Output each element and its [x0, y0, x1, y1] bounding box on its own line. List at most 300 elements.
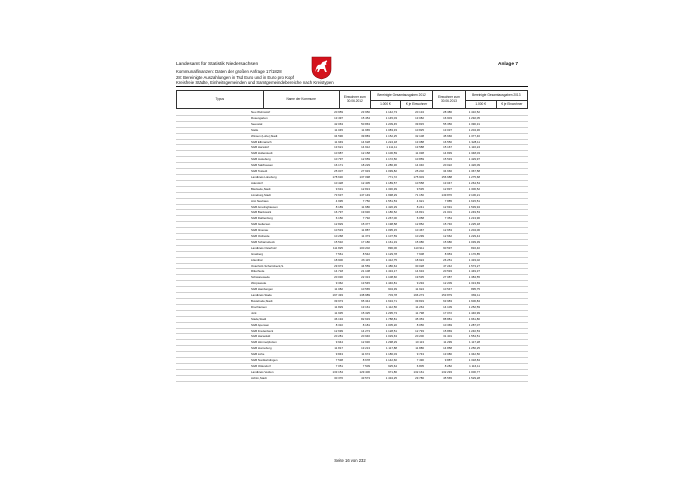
- cell-ew-2013: 9 535: [416, 186, 424, 191]
- cell-ew-2012: 46 194: [334, 316, 343, 321]
- cell-ew-2013: 13 088: [415, 139, 424, 144]
- cell-tsd-2013: 15 680: [443, 239, 452, 244]
- cell-ew-2013: 8 241: [416, 204, 424, 209]
- table-header: [176, 90, 528, 109]
- cell-tsd-2012: 7 750: [362, 198, 370, 203]
- cell-ew-2012: 111 825: [332, 245, 343, 250]
- cell-tsd-2012: 26 115: [361, 257, 370, 262]
- cell-tsd-2013: 8 953: [444, 251, 452, 256]
- cell-prokopf-2012: 1 186,52: [385, 210, 397, 215]
- col-name: Name der Kommune: [263, 91, 339, 109]
- cell-ew-2012: 178 630: [332, 174, 343, 179]
- cell-name: SGB Hambergen: [251, 287, 274, 292]
- cell-prokopf-2013: 1 342,50: [468, 352, 480, 357]
- cell-tsd-2013: 21 001: [443, 210, 452, 215]
- cell-name: SGB Hollenstedt: [251, 151, 273, 156]
- cell-tsd-2013: 28 386: [443, 110, 452, 114]
- cell-ew-2013: 10 558: [415, 180, 424, 185]
- cell-ew-2012: 20 030: [334, 275, 343, 280]
- cell-tsd-2013: 13 037: [443, 127, 452, 132]
- cell-prokopf-2012: 1 095,15: [385, 228, 397, 233]
- col-prokopf-2013: € je Einwohner: [496, 101, 527, 109]
- cell-tsd-2012: 17 180: [361, 239, 370, 244]
- cell-name: Lüneburg,Stadt: [251, 192, 271, 197]
- cell-name: Stelle: [251, 127, 259, 132]
- cell-ew-2013: 8 056: [416, 322, 424, 327]
- cell-name: Landkreis Lüneburg: [251, 174, 277, 179]
- cell-tsd-2013: 10 547: [443, 287, 452, 292]
- cell-name: SGB Tostedt: [251, 169, 268, 174]
- cell-tsd-2013: 15 746: [443, 222, 452, 227]
- cell-prokopf-2012: 1 634,71: [385, 299, 397, 303]
- cell-name: Winsen (Luhe),Stadt: [251, 133, 278, 138]
- cell-prokopf-2012: 1 161,19: [385, 239, 397, 244]
- cell-prokopf-2012: 1 551,53: [385, 198, 397, 203]
- cell-tsd-2013: 12 691: [443, 204, 452, 209]
- cell-name: Amt Neuhaus: [251, 198, 269, 203]
- cell-prokopf-2013: 1 429,97: [468, 157, 480, 162]
- cell-tsd-2013: 16 903: [443, 115, 452, 120]
- cell-prokopf-2012: 904,39: [388, 287, 397, 292]
- cell-prokopf-2012: 1 106,59: [385, 151, 397, 156]
- cell-prokopf-2013: 1 390,31: [468, 121, 480, 126]
- cell-prokopf-2012: 1 198,58: [385, 222, 397, 227]
- cell-tsd-2012: 11 680: [361, 204, 370, 209]
- cell-tsd-2012: 12 813: [361, 186, 370, 191]
- cell-tsd-2012: 10 565: [361, 287, 370, 292]
- cell-name: Ritterhude: [251, 269, 265, 274]
- cell-tsd-2013: 15 869: [443, 328, 452, 333]
- cell-ew-2013: 14 040: [415, 163, 424, 168]
- cell-tsd-2012: 12 930: [361, 340, 370, 345]
- cell-ew-2012: 39 973: [334, 299, 343, 303]
- cell-prokopf-2013: 682,11: [471, 293, 480, 298]
- cell-prokopf-2013: 1 529,28: [468, 375, 480, 380]
- cell-ew-2012: 11 045: [334, 127, 343, 132]
- cell-prokopf-2012: 1 788,81: [385, 316, 397, 321]
- col-tsd-2013: 1.000 €: [465, 101, 496, 109]
- cell-tsd-2013: 17 072: [443, 310, 452, 315]
- cell-prokopf-2013: 1 229,44: [468, 234, 480, 239]
- cell-prokopf-2012: 1 005,20: [385, 322, 397, 327]
- cell-ew-2013: 10 467: [415, 228, 424, 233]
- cell-tsd-2013: 13 080: [443, 352, 452, 357]
- cell-ew-2013: 11 264: [415, 304, 424, 309]
- cell-tsd-2013: 9 887: [444, 358, 452, 363]
- cell-ew-2013: 10 825: [415, 127, 424, 132]
- cell-ew-2013: 12 852: [415, 222, 424, 227]
- cell-ew-2012: 10 987: [334, 151, 343, 156]
- cell-prokopf-2013: 1 348,03: [468, 151, 480, 156]
- cell-ew-2012: 9 843: [335, 352, 343, 357]
- cell-tsd-2013: 132 293: [441, 369, 452, 374]
- cell-ew-2012: 42 063: [334, 121, 343, 126]
- cell-prokopf-2012: 1 224,18: [385, 139, 397, 144]
- cell-ew-2013: 10 113: [415, 340, 424, 345]
- cell-ew-2012: 133 154: [332, 369, 343, 374]
- cell-prokopf-2012: 1 267,00: [385, 216, 397, 221]
- cell-name: Achim,Stadt: [251, 375, 267, 380]
- cell-ew-2012: 9 362: [335, 281, 343, 286]
- cell-tsd-2013: 15 533: [443, 157, 452, 162]
- cell-tsd-2012: 19 930: [361, 210, 370, 215]
- cell-ew-2013: 20 200: [415, 334, 424, 339]
- cell-tsd-2013: 20 022: [443, 163, 452, 168]
- cell-prokopf-2013: 1 446,99: [468, 310, 480, 315]
- cell-tsd-2013: 45 666: [443, 133, 452, 138]
- cell-prokopf-2012: 1 152,25: [385, 133, 397, 138]
- cell-ew-2013: 11 886: [415, 346, 424, 351]
- cell-ew-2012: 12 699: [334, 328, 343, 333]
- cell-name: Landkreis Stade: [251, 293, 272, 298]
- cell-ew-2012: 25 007: [334, 169, 343, 174]
- cell-prokopf-2013: 816,40: [471, 245, 480, 250]
- cell-prokopf-2013: 1 615,51: [468, 198, 480, 203]
- cell-prokopf-2013: 1 426,09: [468, 163, 480, 168]
- cell-prokopf-2012: 896,06: [388, 245, 397, 250]
- cell-tsd-2013: 12 837: [443, 186, 452, 191]
- cell-prokopf-2013: 1 252,59: [468, 304, 480, 309]
- cell-prokopf-2013: 1 250,25: [468, 346, 480, 351]
- cell-tsd-2012: 39 883: [361, 133, 370, 138]
- cell-tsd-2012: 11 674: [361, 352, 370, 357]
- cell-ew-2012: 7 538: [335, 358, 343, 363]
- cell-ew-2013: 45 353: [415, 316, 424, 321]
- cell-prokopf-2013: 1 176,85: [468, 251, 480, 256]
- cell-tsd-2012: 13 213: [361, 346, 370, 351]
- cell-name: Lilienthal: [251, 257, 263, 262]
- cell-tsd-2013: 63 983: [443, 299, 452, 303]
- cell-ew-2013: 39 819: [415, 299, 424, 303]
- cell-ew-2012: 10 428: [334, 180, 343, 185]
- cell-prokopf-2013: 1 240,53: [468, 328, 480, 333]
- cell-tsd-2012: 18 229: [361, 163, 370, 168]
- cell-ew-2013: 11 038: [415, 151, 424, 156]
- report-title: Landesamt für Statistik Niedersachsen: [176, 62, 259, 67]
- cell-prokopf-2012: 925,64: [388, 363, 397, 368]
- cell-tsd-2012: 13 161: [361, 304, 370, 309]
- cell-ew-2013: 18 924: [415, 257, 424, 262]
- cell-prokopf-2013: 895,75: [471, 287, 480, 292]
- cell-tsd-2013: 27 087: [443, 275, 452, 280]
- cell-name: Schwanewede: [251, 275, 270, 280]
- cell-ew-2013: 20 134: [415, 110, 424, 114]
- cell-tsd-2012: 44 559: [361, 263, 370, 268]
- cell-tsd-2013: 12 209: [443, 281, 452, 286]
- cell-prokopf-2013: 1 204,06: [468, 228, 480, 233]
- cell-name: SGB Harsdorf: [251, 145, 269, 150]
- cell-prokopf-2012: 971,86: [388, 369, 397, 374]
- cell-tsd-2012: 21 108: [361, 269, 370, 274]
- cell-prokopf-2013: 1 204,36: [468, 127, 480, 132]
- cell-tsd-2012: 43 573: [361, 375, 370, 380]
- cell-name: SGB Scharnebeck: [251, 239, 275, 244]
- cell-ew-2013: 7 608: [416, 251, 424, 256]
- cell-ew-2012: 4 995: [335, 198, 343, 203]
- cell-name: Seevetal: [251, 121, 263, 126]
- cell-ew-2012: 197 493: [332, 293, 343, 298]
- cell-prokopf-2012: 1 434,17: [385, 269, 397, 274]
- cell-name: Neu Wulmstorf: [251, 110, 271, 114]
- cell-tsd-2013: 47 242: [443, 263, 452, 268]
- cell-prokopf-2012: 1 107,59: [385, 234, 397, 239]
- cell-ew-2013: 6 805: [416, 363, 424, 368]
- cell-prokopf-2012: 1 446,81: [385, 281, 397, 286]
- cell-ew-2012: 30 376: [334, 375, 343, 380]
- cell-name: SGB Jesteburg: [251, 157, 271, 162]
- anlage-label: Anlage 7: [498, 62, 518, 67]
- cell-ew-2013: 9 743: [416, 352, 424, 357]
- cell-tsd-2012: 15 325: [361, 310, 370, 315]
- cell-ew-2012: 20 959: [334, 110, 343, 114]
- cell-tsd-2013: 12 662: [443, 234, 452, 239]
- cell-tsd-2012: 15 454: [361, 115, 370, 120]
- cell-ew-2013: 6 058: [416, 216, 424, 221]
- cell-ew-2012: 12 829: [334, 222, 343, 227]
- col-typus: Typus: [177, 91, 264, 109]
- cell-name: Drochtersen: [251, 304, 267, 309]
- cell-tsd-2012: 8 678: [362, 358, 370, 363]
- cell-name: Stade,Stadt: [251, 316, 267, 321]
- cell-tsd-2012: 11 965: [361, 127, 370, 132]
- cell-prokopf-2013: 1 313,69: [468, 281, 480, 286]
- cell-tsd-2012: 8 181: [362, 322, 370, 327]
- cell-prokopf-2013: 1 116,24: [468, 145, 480, 150]
- cell-name: SGB Fredenbeck: [251, 328, 274, 333]
- cell-ew-2013: 196 273: [413, 293, 424, 298]
- cell-tsd-2012: 7 509: [362, 363, 370, 368]
- cell-prokopf-2013: 1 225,18: [468, 222, 480, 227]
- cell-prokopf-2012: 1 128,51: [385, 328, 397, 333]
- cell-tsd-2012: 100 202: [359, 245, 370, 250]
- cell-prokopf-2013: 1 039,39: [468, 239, 480, 244]
- cell-ew-2012: 8 310: [335, 322, 343, 327]
- cell-ew-2012: 9 944: [335, 340, 343, 345]
- cell-prokopf-2013: 1 554,51: [468, 334, 480, 339]
- cell-prokopf-2013: 1 377,46: [468, 133, 480, 138]
- cell-name: SGB Apensen: [251, 322, 270, 327]
- cell-tsd-2013: 149 876: [441, 192, 452, 197]
- cell-tsd-2012: 138 989: [359, 293, 370, 298]
- cell-name: SGB Bardowick: [251, 210, 272, 215]
- cell-name: SGB Lühe: [251, 352, 265, 357]
- cell-tsd-2013: 14 858: [443, 346, 452, 351]
- table-body: [176, 110, 528, 382]
- cell-name: Landkreis Osterholz: [251, 245, 277, 250]
- cell-ew-2013: 25 202: [415, 169, 424, 174]
- cell-ew-2013: 132 161: [413, 369, 424, 374]
- cell-ew-2012: 20 281: [334, 334, 343, 339]
- cell-ew-2012: 16 797: [334, 210, 343, 215]
- cell-prokopf-2012: 1 295,73: [385, 310, 397, 315]
- cell-ew-2013: 4 921: [416, 198, 424, 203]
- cell-tsd-2012: 82 633: [361, 316, 370, 321]
- cell-tsd-2012: 12 405: [361, 180, 370, 185]
- cell-ew-2012: 8 189: [335, 204, 343, 209]
- cell-prokopf-2012: 1 129,78: [385, 251, 397, 256]
- cell-tsd-2012: 137 098: [359, 174, 370, 179]
- cell-prokopf-2013: 1 606,84: [468, 299, 480, 303]
- cell-tsd-2012: 50 863: [361, 121, 370, 126]
- cell-tsd-2012: 23 950: [361, 110, 370, 114]
- cell-prokopf-2012: 1 108,60: [385, 275, 397, 280]
- cell-tsd-2012: 20 946: [361, 334, 370, 339]
- cell-prokopf-2013: 1 292,05: [468, 115, 480, 120]
- cell-prokopf-2012: 703,78: [388, 293, 397, 298]
- cell-tsd-2013: 13 047: [443, 180, 452, 185]
- cell-ew-2013: 14 634: [415, 269, 424, 274]
- cell-ew-2013: 16 831: [415, 210, 424, 215]
- cell-prokopf-2013: 1 287,07: [468, 322, 480, 327]
- cell-ew-2012: 18 900: [334, 257, 343, 262]
- cell-ew-2013: 9 294: [416, 281, 424, 286]
- cell-tsd-2013: 16 550: [443, 139, 452, 144]
- cell-prokopf-2013: 1 573,27: [468, 263, 480, 268]
- cell-prokopf-2013: 2 106,21: [468, 192, 480, 197]
- cell-prokopf-2012: 1 486,64: [385, 263, 397, 268]
- cell-ew-2013: 15 080: [415, 239, 424, 244]
- cell-prokopf-2012: 1 142,60: [385, 358, 397, 363]
- cell-ew-2013: 175 903: [413, 174, 424, 179]
- cell-ew-2013: 29 786: [415, 375, 424, 380]
- cell-prokopf-2012: 1 412,75: [385, 257, 397, 262]
- cell-tsd-2012: 8 542: [362, 251, 370, 256]
- cell-tsd-2013: 11 299: [443, 340, 452, 345]
- cell-prokopf-2012: 1 186,03: [385, 352, 397, 357]
- cell-ew-2013: 71 150: [415, 192, 424, 197]
- cell-ew-2012: 15 532: [334, 239, 343, 244]
- cell-prokopf-2012: 1 142,73: [385, 110, 397, 114]
- cell-ew-2013: 30 028: [415, 263, 424, 268]
- cell-ew-2012: 14 718: [334, 269, 343, 274]
- niedersachsen-coat-of-arms-icon: [311, 56, 332, 80]
- cell-ew-2012: 73 637: [334, 192, 343, 197]
- cell-ew-2012: 13 621: [334, 145, 343, 150]
- cell-name: SGB Amelinghausen: [251, 204, 278, 209]
- cell-name: Buxtehude,Stadt: [251, 299, 273, 303]
- header-rule: [176, 86, 528, 87]
- cell-prokopf-2013: 1 367,58: [468, 169, 480, 174]
- cell-prokopf-2012: 1 209,45: [385, 121, 397, 126]
- cell-tsd-2013: 12 653: [443, 228, 452, 233]
- cell-ew-2013: 110 911: [413, 245, 424, 250]
- cell-ew-2013: 7 490: [416, 358, 424, 363]
- cell-tsd-2012: 7 792: [362, 216, 370, 221]
- cell-ew-2012: 11 082: [334, 287, 343, 292]
- cell-ew-2013: 13 082: [415, 115, 424, 120]
- cell-tsd-2012: 15 377: [361, 222, 370, 227]
- cell-prokopf-2012: 771,72: [388, 174, 397, 179]
- cell-prokopf-2012: 1 172,50: [385, 157, 397, 162]
- cell-prokopf-2012: 1 112,56: [385, 304, 397, 309]
- col-ew-2012: Einwohner zum 30.06.2012: [339, 91, 370, 109]
- cell-tsd-2013: 88 881: [443, 316, 452, 321]
- cell-ew-2013: 13 588: [415, 145, 424, 150]
- cell-prokopf-2012: 1 117,88: [385, 346, 397, 351]
- cell-ew-2012: 11 949: [334, 139, 343, 144]
- cell-tsd-2012: 14 273: [361, 328, 370, 333]
- cell-tsd-2013: 156 688: [441, 174, 452, 179]
- cell-prokopf-2012: 1 029,63: [385, 334, 397, 339]
- cell-prokopf-2012: 1 330,39: [385, 186, 397, 191]
- cell-prokopf-2012: 1 298,29: [385, 340, 397, 345]
- cell-prokopf-2013: 1 117,28: [468, 340, 480, 345]
- cell-tsd-2013: 45 565: [443, 375, 452, 380]
- cell-tsd-2013: 90 597: [443, 245, 452, 250]
- cell-ew-2012: 9 631: [335, 186, 343, 191]
- cell-ew-2012: 16 171: [334, 163, 343, 168]
- cell-prokopf-2012: 1 998,29: [385, 192, 397, 197]
- cell-tsd-2012: 13 545: [361, 281, 370, 286]
- report-subtitle-2: 28: Bereinigte Auszahlungen in Tsd Euro und in Euro pro Kopf: [176, 74, 294, 80]
- cell-tsd-2012: 11 887: [361, 228, 370, 233]
- cell-prokopf-2013: 1 433,02: [468, 257, 480, 262]
- cell-ew-2012: 29 973: [334, 263, 343, 268]
- cell-ew-2012: 13 497: [334, 115, 343, 120]
- cell-tsd-2012: 27 933: [361, 169, 370, 174]
- cell-prokopf-2012: 1 434,25: [385, 375, 397, 380]
- cell-tsd-2013: 55 356: [443, 121, 452, 126]
- cell-name: SGB Ilmenau: [251, 228, 269, 233]
- cell-name: Worpswede: [251, 281, 267, 286]
- cell-name: SGB Himmelpforten: [251, 340, 277, 345]
- cell-tsd-2013: 10 369: [443, 322, 452, 327]
- cell-prokopf-2013: 1 275,68: [468, 174, 480, 179]
- col-prokopf-2012: € je Einwohner: [400, 101, 432, 109]
- cell-tsd-2013: 7 885: [444, 198, 452, 203]
- cell-name: SGB Salzhausen: [251, 163, 274, 168]
- cell-tsd-2013: 7 354: [444, 216, 452, 221]
- cell-ew-2012: 11 935: [334, 310, 343, 315]
- page-footer: Seite 16 von 232: [334, 458, 366, 463]
- cell-tsd-2013: 34 666: [443, 169, 452, 174]
- cell-prokopf-2012: 1 145,03: [385, 115, 397, 120]
- cell-name: Grasberg: [251, 251, 264, 256]
- cell-tsd-2012: 129 406: [359, 369, 370, 374]
- cell-ew-2012: 10 797: [334, 157, 343, 162]
- cell-prokopf-2013: 1 000,77: [468, 369, 480, 374]
- cell-tsd-2013: 15 167: [443, 145, 452, 150]
- cell-prokopf-2013: 1 539,94: [468, 204, 480, 209]
- cell-tsd-2013: 14 109: [443, 304, 452, 309]
- cell-tsd-2013: 31 401: [443, 334, 452, 339]
- cell-prokopf-2013: 1 213,96: [468, 216, 480, 221]
- cell-ew-2012: 7 051: [335, 363, 343, 368]
- cell-name: SGB Gellersen: [251, 222, 271, 227]
- cell-tsd-2012: 147 149: [359, 192, 370, 197]
- cell-ew-2012: 10 533: [334, 228, 343, 233]
- cell-name: Landkreis Verden: [251, 369, 274, 374]
- cell-prokopf-2013: 1 249,53: [468, 210, 480, 215]
- col-group-2012: Bereinigte Gesamtausgaben 2012: [370, 91, 432, 101]
- cell-name: SGB Dahlenburg: [251, 216, 273, 221]
- cell-ew-2012: 10 268: [334, 234, 343, 239]
- cell-prokopf-2013: 1 410,52: [468, 110, 480, 114]
- cell-tsd-2012: 12 659: [361, 157, 370, 162]
- cell-tsd-2013: 20 593: [443, 269, 452, 274]
- cell-name: Adendorf: [251, 180, 263, 185]
- cell-tsd-2013: 14 839: [443, 151, 452, 156]
- cell-name: SGB Harsefeld: [251, 334, 271, 339]
- cell-prokopf-2013: 1 449,37: [468, 269, 480, 274]
- cell-name: SGB Horneburg: [251, 346, 272, 351]
- cell-prokopf-2013: 1 328,11: [468, 139, 480, 144]
- cell-prokopf-2012: 1 426,29: [385, 204, 397, 209]
- cell-name: SGB Ostheide: [251, 234, 270, 239]
- cell-tsd-2012: 12 158: [361, 151, 370, 156]
- cell-ew-2013: 39 815: [415, 121, 424, 126]
- cell-ew-2013: 32 108: [415, 133, 424, 138]
